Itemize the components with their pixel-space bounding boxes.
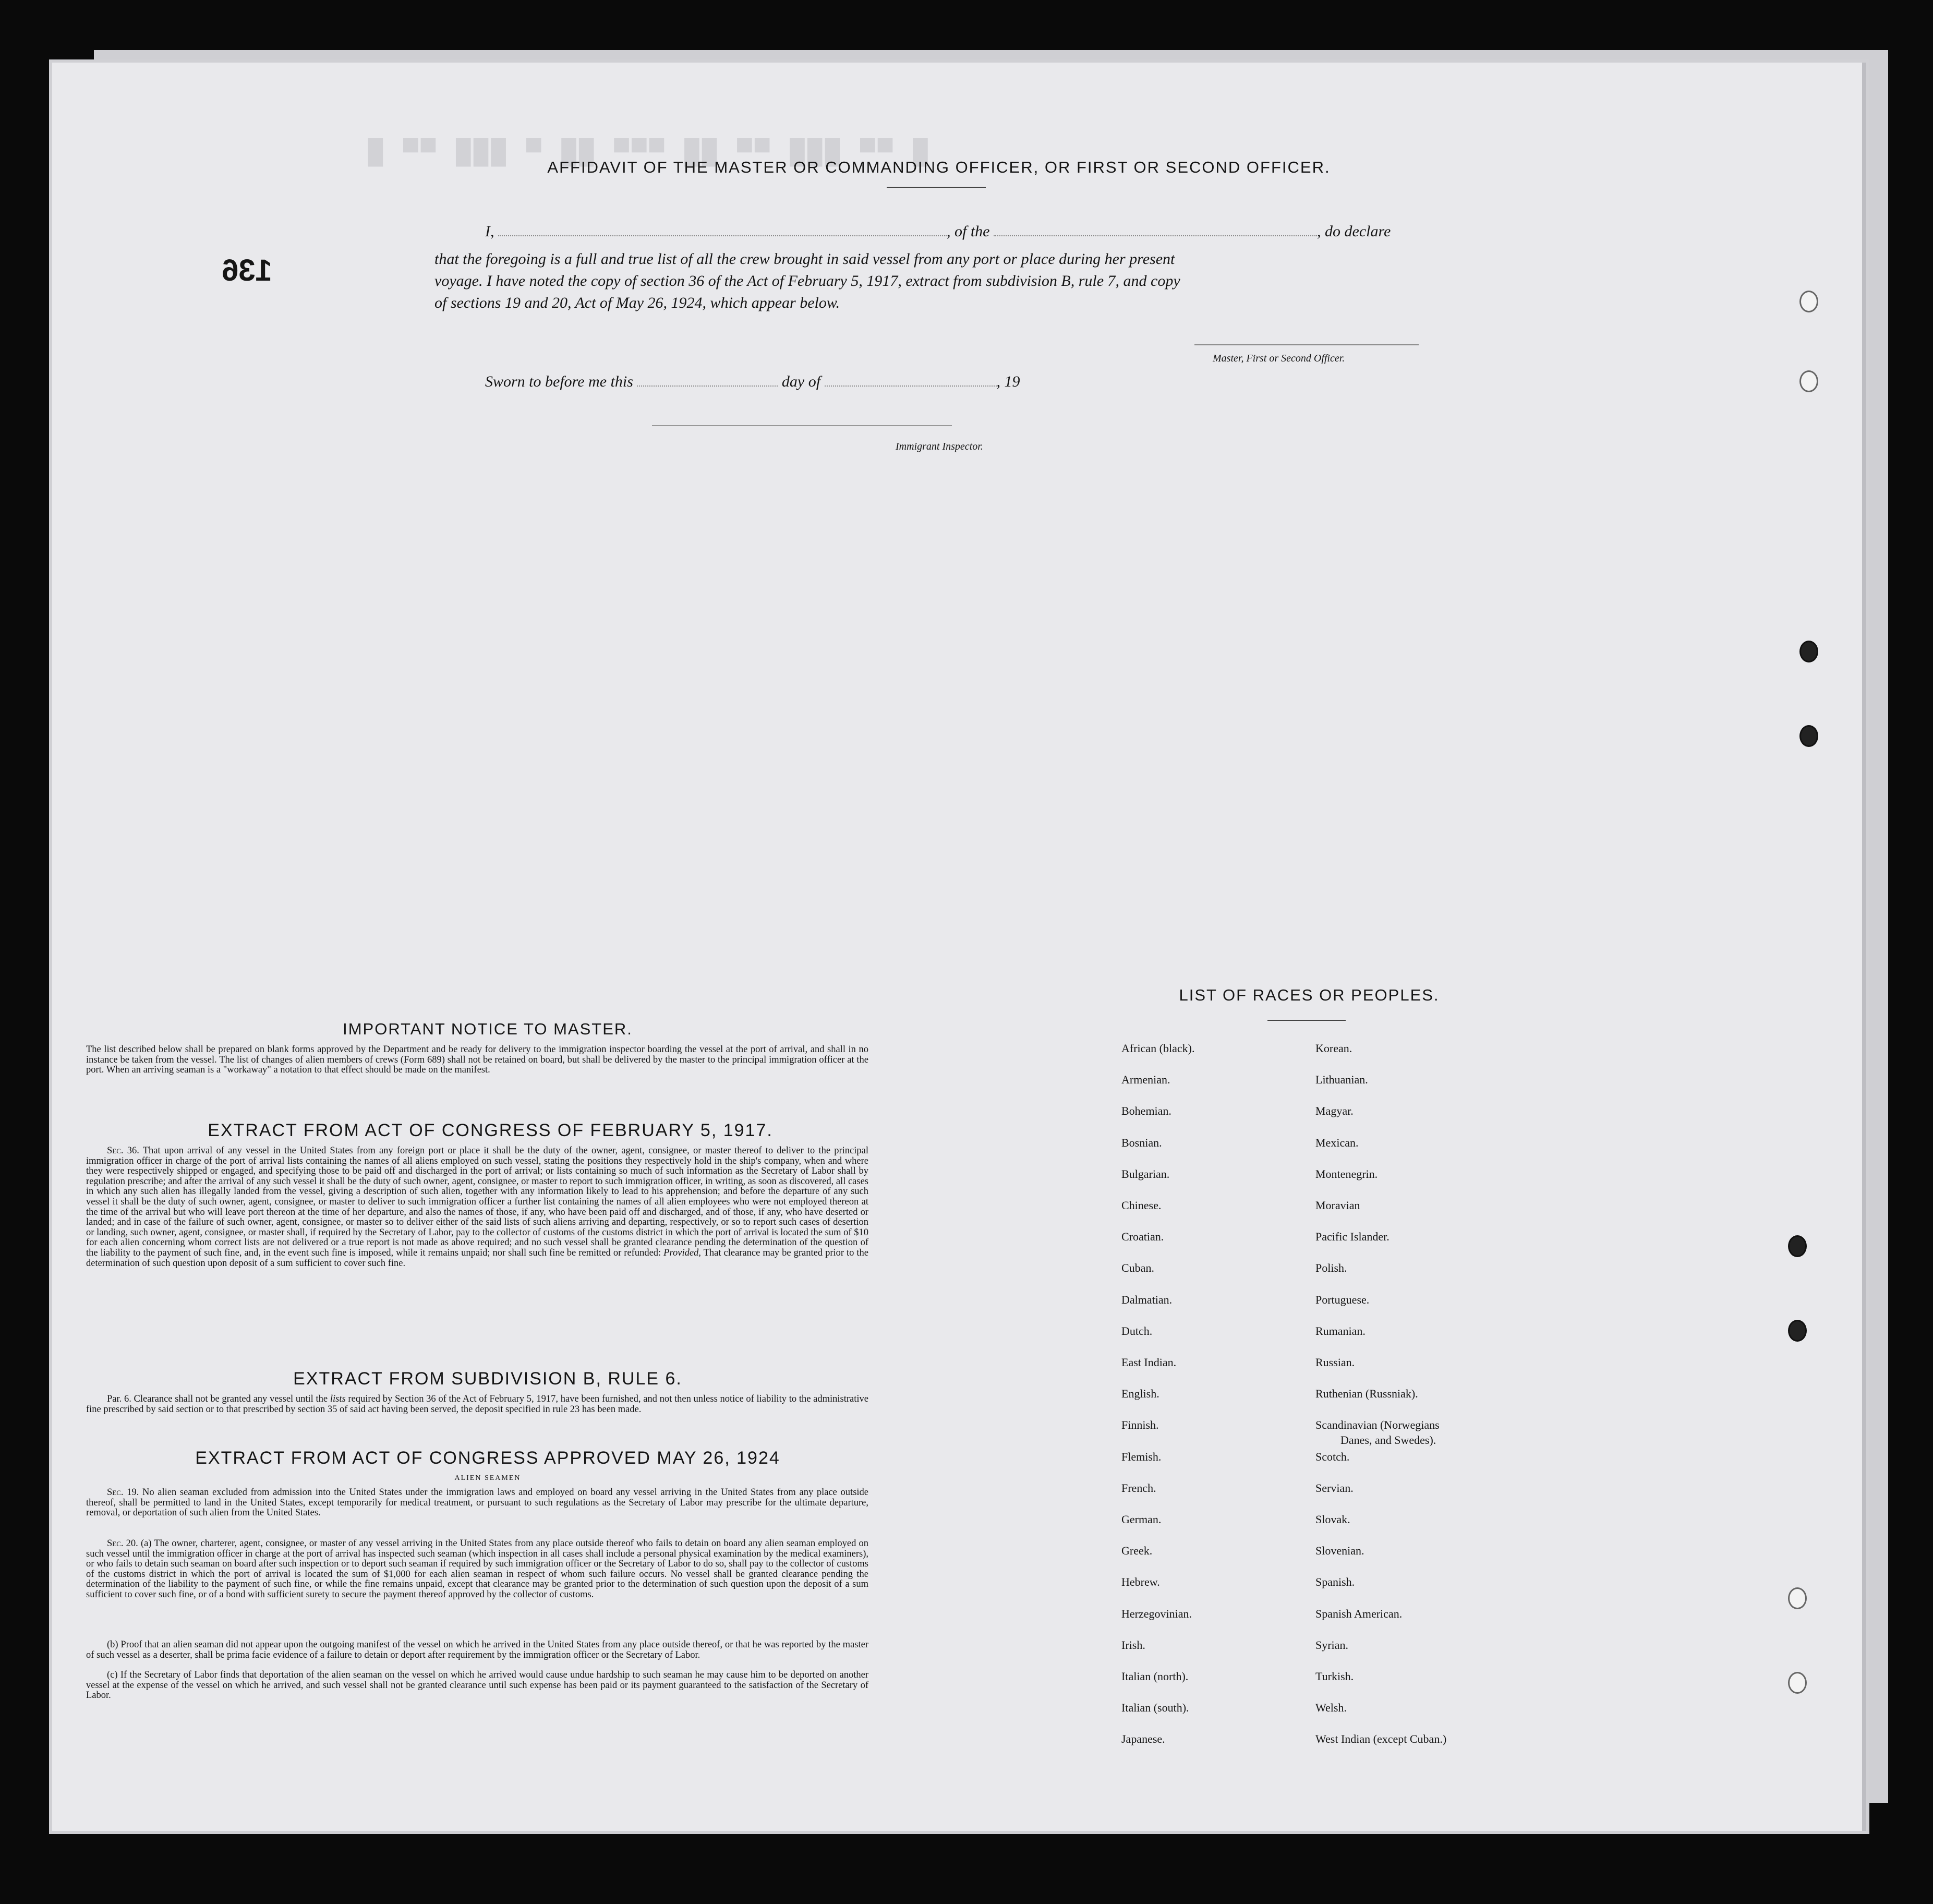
subdivision-text-b: required by Section 36 of the Act of February 5, 1917, have been furnished, and not then unless notice of liability to the administrative fine prescribed by said section or to that prescribed by section 35 of said act having been served, the deposit specified in rule 23 has been made. (86, 1394, 869, 1415)
race-item: Russian. (1315, 1356, 1355, 1369)
binder-hole (1788, 1235, 1807, 1257)
race-item: Hebrew. (1121, 1575, 1160, 1589)
extract-1917-text (86, 1146, 868, 1269)
race-item: Danes, and Swedes). (1340, 1433, 1436, 1447)
year-text: , 19 (996, 373, 1020, 390)
race-item: Croatian. (1121, 1230, 1164, 1244)
race-item: Bosnian. (1121, 1136, 1162, 1149)
races-title-rule (1267, 1020, 1346, 1021)
sec-20a-text (86, 1539, 868, 1600)
race-item: Bulgarian. (1121, 1167, 1170, 1180)
race-item: Spanish. (1315, 1575, 1355, 1589)
extract-1917-title: EXTRACT FROM ACT OF CONGRESS OF FEBRUARY 5, 1917. (208, 1120, 773, 1140)
inspector-signature-line (652, 425, 952, 426)
race-item: Korean. (1315, 1042, 1352, 1055)
sec-36-label: Sec. 36. (107, 1146, 139, 1156)
affidavit-of-the: , of the (947, 223, 990, 240)
day-blank[interactable] (637, 372, 778, 387)
vessel-blank[interactable] (994, 222, 1317, 236)
lists-word: lists (330, 1394, 346, 1404)
inspector-caption: Immigrant Inspector. (896, 441, 983, 452)
race-item: Polish. (1315, 1261, 1347, 1275)
affidavit-line-3: voyage. I have noted the copy of section 36 of the Act of February 5, 1917, extract from subdivision B, rule 7, and copy (434, 272, 1180, 290)
provided-label: Provided, (663, 1247, 701, 1258)
subdivision-text-a: Par. 6. Clearance shall not be granted any vessel until the (107, 1394, 328, 1404)
binder-hole (1788, 1587, 1807, 1609)
name-blank[interactable] (498, 222, 947, 236)
bleed-through: █ ▀▀ ███ ▀▀ ██ ▀▀▀ ██ ▀ ███ ▀▀ █ (365, 138, 928, 166)
affidavit-title-rule (887, 187, 986, 188)
affidavit-line-4: of sections 19 and 20, Act of May 26, 1924, which appear below. (434, 294, 840, 311)
sec-19-body: No alien seaman excluded from admission into the United States under the immigration laws and employed on board any vessel arriving in the United States from any place outside thereof, shall be permitted to land in the United States, except temporarily for medical treatment, or pursuant to such regulations as the Secretary of Labor may prescribe for the ultimate departure, removal, or deportation of such alien from the United States. (86, 1487, 868, 1519)
race-item: Spanish American. (1315, 1607, 1403, 1620)
day-of-text: day of (781, 373, 821, 390)
sec-20c-text: (c) If the Secretary of Labor finds that deportation of the alien seaman on the vessel on which he arrived would cause undue hardship to such seaman he may cause him to be deported on another vessel at the expense of the vessel on which he arrived, and such vessel shall not be granted clearance until such expense has been paid or its payment guaranteed to the satisfaction of the Secretary of Labor. (86, 1670, 868, 1701)
sworn-text: Sworn to before me this (485, 373, 633, 390)
master-signature-line (1194, 344, 1419, 345)
affidavit-line-1 (485, 222, 1391, 240)
race-item: Italian (north). (1121, 1670, 1189, 1683)
page-number-stamp: 136 (222, 254, 272, 287)
affidavit-title: AFFIDAVIT OF THE MASTER OR COMMANDING OFFICER, OR FIRST OR SECOND OFFICER. (547, 158, 1331, 176)
race-item: Pacific Islander. (1315, 1230, 1390, 1244)
race-item: French. (1121, 1481, 1156, 1495)
race-item: Dutch. (1121, 1324, 1153, 1337)
binder-hole (1799, 641, 1818, 662)
race-item: Slovak. (1315, 1513, 1350, 1526)
binder-hole (1799, 291, 1818, 312)
race-item: Montenegrin. (1315, 1167, 1378, 1180)
race-item: Scotch. (1315, 1450, 1350, 1463)
master-caption: Master, First or Second Officer. (1213, 353, 1345, 364)
race-item: Welsh. (1315, 1701, 1347, 1715)
race-item: German. (1121, 1513, 1162, 1526)
race-item: Flemish. (1121, 1450, 1162, 1463)
race-item: Italian (south). (1121, 1701, 1189, 1715)
extract-1924-title: EXTRACT FROM ACT OF CONGRESS APPROVED MAY 26, 1924 (195, 1448, 780, 1468)
race-item: English. (1121, 1387, 1159, 1401)
binder-hole (1788, 1320, 1807, 1342)
race-item: Syrian. (1315, 1638, 1348, 1652)
race-item: West Indian (except Cuban.) (1315, 1732, 1447, 1746)
race-item: Rumanian. (1315, 1324, 1366, 1337)
race-item: Turkish. (1315, 1670, 1354, 1683)
sec-20b-text: (b) Proof that an alien seaman did not appear upon the outgoing manifest of the vessel on which he arrived in the United States from any place outside thereof, or that he was reported by the master of such vessel as a deserter, shall be prima facie evidence of a failure to detain or deport after requirement by the immigration officer or the Secretary of Labor. (86, 1640, 868, 1660)
race-item: African (black). (1121, 1042, 1195, 1055)
sec-36-body: That upon arrival of any vessel in the United States from any foreign port or place it shall be the duty of the owner, agent, consignee, or master thereof to deliver to the principal immigration officer in charge of the port of arrival lists containing the names of all aliens employed on such vessel, stating the positions they respectively hold in the ship's company, when and where they were respectively shipped or engaged, and specifying those to be paid off and discharged in the port of arrival; or lists containing so much of such information as the Secretary of Labor shall by regulation prescribe; and after the arrival of any such vessel it shall be the duty of such owner, agent, consignee, or master to report to such immigration officer, in writing, as soon as discovered, all cases in which any such alien has illegally landed from the vessel, giving a description of such alien, together with any information likely to lead to his apprehension; and before the departure of any such vessel it shall be the duty of such owner, agent, consignee, or master to deliver to such immigration officer a further list containing the names of all alien employees who were not employed thereon at the time of the arrival but who will leave port thereon at the time of her departure, and also the names of those, if any, who have been paid off and discharged, and of those, if any, who have deserted or landed; and in case of the failure of such owner, agent, consignee, or master so to deliver either of the said lists of such aliens arriving and departing, respectively, or so to report such cases of desertion or landing, such owner, agent, consignee, or master shall, if required by the Secretary of Labor, pay to the collector of customs of the customs district in which the port of arrival is located the sum of $10 for each alien concerning whom correct lists are not delivered or a true report is not made as above required; and no such vessel shall be granted clearance pending the determination of the question of the liability to the payment of such fine, and, in the event such fine is imposed, while it remains unpaid; nor shall such fine be remitted or refunded: (86, 1146, 868, 1258)
binder-hole (1799, 370, 1818, 392)
race-item: Scandinavian (Norwegians (1315, 1418, 1440, 1432)
subdivision-text (86, 1394, 868, 1415)
race-item: Ruthenian (Russniak). (1315, 1387, 1418, 1401)
race-item: Cuban. (1121, 1261, 1154, 1275)
sworn-line (485, 372, 1020, 391)
race-item: Armenian. (1121, 1073, 1170, 1087)
binder-hole (1799, 725, 1818, 747)
extract-1924-subtitle: ALIEN SEAMEN (454, 1474, 521, 1482)
races-title: LIST OF RACES OR PEOPLES. (1179, 986, 1440, 1004)
race-item: Chinese. (1121, 1199, 1162, 1212)
race-item: Portuguese. (1315, 1293, 1370, 1306)
race-item: Magyar. (1315, 1104, 1354, 1118)
affidavit-i: I, (485, 223, 494, 240)
month-blank[interactable] (825, 372, 997, 387)
notice-title: IMPORTANT NOTICE TO MASTER. (343, 1020, 633, 1038)
race-item: Moravian (1315, 1199, 1360, 1212)
race-item: Japanese. (1121, 1732, 1165, 1746)
race-item: Mexican. (1315, 1136, 1359, 1149)
race-item: Servian. (1315, 1481, 1354, 1495)
affidavit-do-declare: , do declare (1317, 223, 1391, 240)
sec-19-text (86, 1488, 868, 1519)
subdivision-title: EXTRACT FROM SUBDIVISION B, RULE 6. (293, 1369, 682, 1389)
sec-20a-body: (a) The owner, charterer, agent, consignee, or master of any vessel arriving in the United States from any place outside thereof who fails to detain on board any alien seaman employed on such vessel until the immigration officer in charge at the port of arrival has inspected such seaman (which inspection in all cases shall include a personal physical examination by the medical examiners), or who fails to detain such seaman on board after such inspection or to deport such seaman if required by such immigration officer or the Secretary of Labor to do so, shall pay to the collector of customs of the customs district in which the port of arrival is located the sum of $1,000 for each alien seaman in respect of whom such failure occurs. No vessel shall be granted clearance pending the determination of the liability to the payment of such fine, or while the fine remains unpaid, except that clearance may be granted prior to the determination of such question upon the deposit of a sum sufficient to cover such fine, or of a bond with sufficient surety to secure the payment thereof approved by the collector of customs. (86, 1538, 869, 1600)
race-item: Irish. (1121, 1638, 1145, 1652)
sec-20-label: Sec. 20. (107, 1538, 138, 1549)
race-item: Dalmatian. (1121, 1293, 1173, 1306)
affidavit-line-2: that the foregoing is a full and true list of all the crew brought in said vessel from any port or place during her present (434, 250, 1175, 268)
race-item: East Indian. (1121, 1356, 1177, 1369)
race-item: Finnish. (1121, 1418, 1159, 1432)
binder-hole (1788, 1672, 1807, 1694)
sec-36-end: That clearance may be granted prior to the determination of such question upon deposit of a sum sufficient to cover such fine. (86, 1247, 869, 1269)
sec-19-label: Sec. 19. (107, 1487, 139, 1498)
race-item: Herzegovinian. (1121, 1607, 1192, 1620)
race-item: Slovenian. (1315, 1544, 1364, 1558)
race-item: Greek. (1121, 1544, 1153, 1558)
race-item: Bohemian. (1121, 1104, 1171, 1118)
race-item: Lithuanian. (1315, 1073, 1368, 1087)
notice-text: The list described below shall be prepared on blank forms approved by the Department and be ready for delivery to the immigration inspector boarding the vessel at the port of arrival, and shall in no instance be taken from the vessel. The list of changes of alien members of crews (Form 689) shall not be retained on board, but shall be delivered by the master to the principal immigration officer at the port. When an arriving seaman is a "workaway" a notation to that effect should be made on the manifest. (86, 1044, 868, 1076)
